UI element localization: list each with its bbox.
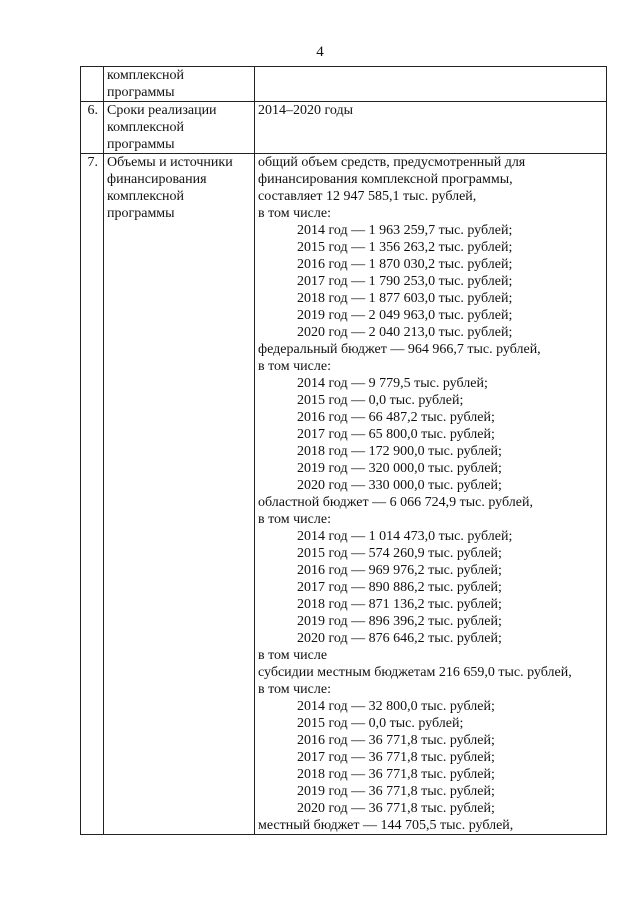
funding-year-line: 2018 год — 36 771,8 тыс. рублей; [297,767,495,782]
funding-year-line: 2015 год — 574 260,9 тыс. рублей; [297,546,502,561]
funding-year-line: 2019 год — 896 396,2 тыс. рублей; [297,614,502,629]
funding-year-line: 2018 год — 172 900,0 тыс. рублей; [297,444,502,459]
funding-year-line: 2019 год — 36 771,8 тыс. рублей; [297,784,495,799]
funding-year-line: 2016 год — 36 771,8 тыс. рублей; [297,733,495,748]
funding-text-line: составляет 12 947 585,1 тыс. рублей, [258,189,477,204]
table-row [81,67,607,102]
row-name-line: Сроки реализации [107,103,217,118]
funding-year-line: 2015 год — 1 356 263,2 тыс. рублей; [297,240,513,255]
funding-year-line: 2016 год — 66 487,2 тыс. рублей; [297,410,495,425]
row-description [255,102,607,154]
funding-text-line: в том числе: [258,512,331,527]
funding-year-line: 2014 год — 9 779,5 тыс. рублей; [297,376,488,391]
funding-year-line: 2014 год — 32 800,0 тыс. рублей; [297,699,495,714]
table-row [81,154,607,835]
funding-text-line: федеральный бюджет — 964 966,7 тыс. рублей, [258,342,541,357]
row-name-line: комплексной [107,68,185,83]
funding-year-line: 2020 год — 2 040 213,0 тыс. рублей; [297,325,513,340]
funding-text-line: в том числе: [258,359,331,374]
funding-year-line: 2018 год — 871 136,2 тыс. рублей; [297,597,502,612]
row-name-line: комплексной [107,189,185,204]
funding-text-line: в том числе [258,648,328,663]
program-passport-table [80,66,607,835]
row-name-line: программы [107,85,175,100]
funding-year-line: 2014 год — 1 014 473,0 тыс. рублей; [297,529,513,544]
funding-text-line: финансирования комплексной программы, [258,172,513,187]
funding-year-line: 2020 год — 876 646,2 тыс. рублей; [297,631,502,646]
row-name-line: комплексной [107,120,185,135]
funding-year-line: 2018 год — 1 877 603,0 тыс. рублей; [297,291,513,306]
row-number: 7. [81,154,104,835]
funding-year-line: 2016 год — 1 870 030,2 тыс. рублей; [297,257,513,272]
funding-year-line: 2016 год — 969 976,2 тыс. рублей; [297,563,502,578]
funding-year-line: 2014 год — 1 963 259,7 тыс. рублей; [297,223,513,238]
funding-text-line: местный бюджет — 144 705,5 тыс. рублей, [258,818,514,833]
funding-year-line: 2015 год — 0,0 тыс. рублей; [297,716,464,731]
funding-year-line: 2019 год — 320 000,0 тыс. рублей; [297,461,502,476]
page-number: 4 [316,44,324,60]
funding-text-line: общий объем средств, предусмотренный для [258,155,526,170]
funding-year-line: 2015 год — 0,0 тыс. рублей; [297,393,464,408]
row-name-line: финансирования [107,172,207,187]
funding-year-line: 2019 год — 2 049 963,0 тыс. рублей; [297,308,513,323]
row-name [104,67,255,102]
funding-year-line: 2017 год — 36 771,8 тыс. рублей; [297,750,495,765]
row-name [104,102,255,154]
row-number: 6. [81,102,104,154]
row-description [255,154,607,835]
table-body [81,67,607,835]
funding-text-line: областной бюджет — 6 066 724,9 тыс. рублей, [258,495,533,510]
funding-year-line: 2017 год — 890 886,2 тыс. рублей; [297,580,502,595]
row-description-line: 2014–2020 годы [258,103,354,118]
row-description [255,67,607,102]
funding-year-line: 2017 год — 1 790 253,0 тыс. рублей; [297,274,513,289]
funding-year-line: 2017 год — 65 800,0 тыс. рублей; [297,427,495,442]
funding-year-line: 2020 год — 36 771,8 тыс. рублей; [297,801,495,816]
funding-text-line: в том числе: [258,206,331,221]
funding-text-line: в том числе: [258,682,331,697]
funding-text-line: субсидии местным бюджетам 216 659,0 тыс. рублей, [258,665,572,680]
row-name-line: программы [107,206,175,221]
row-name-line: Объемы и источники [107,155,233,170]
row-number [81,67,104,102]
row-name-line: программы [107,137,175,152]
row-name [104,154,255,835]
funding-year-line: 2020 год — 330 000,0 тыс. рублей; [297,478,502,493]
table-row [81,102,607,154]
